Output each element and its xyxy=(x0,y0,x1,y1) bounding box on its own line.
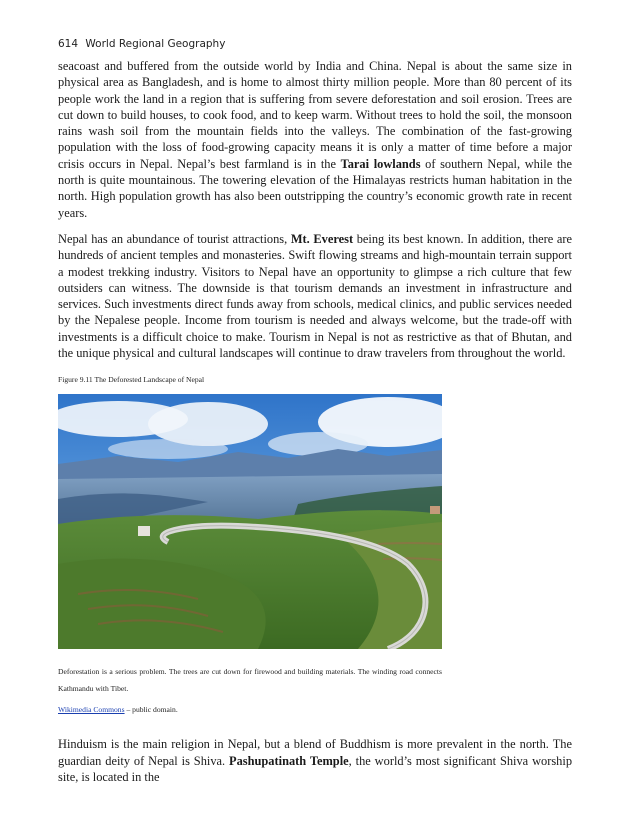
paragraph1-end: of southern Nepal, while the north is quite mountainous. The towering elevation of the Himalayas restricts human habitation in the north. High population growth has also been outstripping the country’s economic growth rate in recent years. xyxy=(58,156,572,220)
page-header xyxy=(58,38,225,50)
figure-credit xyxy=(58,705,572,714)
term-pashupatinath-temple: Pashupatinath Temple xyxy=(229,753,349,768)
paragraph3-end: , the world’s most significant Shiva worship site, is located in the xyxy=(58,753,573,784)
paragraph-nepal-population xyxy=(58,58,572,221)
book-title: World Regional Geography xyxy=(85,38,226,50)
figure-caption: Deforestation is a serious problem. The trees are cut down for firewood and building materials. The winding road connects Kathmandu with Tibet. xyxy=(58,667,442,694)
paragraph-nepal-religion xyxy=(58,736,572,785)
credit-license: – public domain. xyxy=(124,705,178,715)
term-tarai-lowlands: Tarai lowlands xyxy=(340,156,421,171)
term-mt-everest: Mt. Everest xyxy=(290,231,354,246)
paragraph2-end: being its best known. In addition, there are hundreds of ancient temples and monasteries. Swift flowing streams and high-mountain terrain support a modest trekking industry. Visitors to Nepal have an opportunity to glimpse a rich culture that few outsiders can witness. The downside is that tourism demands an investment in infrastructure and services. Such investments direct funds away from schools, medical clinics, and public services needed by the Nepalese people. Income from tourism is needed and always welcome, but the trade-off with investments is a difficult choice to make. Tourism in Nepal is not as restrictive as that of Bhutan, and the unique physical and cultural landscapes will continue to draw travelers from throughout the world. xyxy=(58,231,573,361)
wikimedia-commons-link[interactable]: Wikimedia Commons xyxy=(58,705,125,715)
paragraph1-text: seacoast and buffered from the outside world by India and China. Nepal is about the same size in physical area as Bangladesh, and is home to almost thirty million people. More than 80 percent of its people work the land in a region that is suffering from severe deforestation and soil erosion. Trees are cut down to build houses, to cook food, and to keep warm. Without trees to hold the soil, the monsoon rains wash soil from the mountain fields into the valleys. The combination of the fast-growing population with the loss of food-growing capacity means it is only a matter of time before a major crisis occurs in Nepal. Nepal’s best farmland is in the xyxy=(58,59,572,171)
figure-title: Figure 9.11 The Deforested Landscape of Nepal xyxy=(58,375,205,385)
paragraph3-start: Hinduism is the main religion in Nepal, but a blend of Buddhism is more prevalent in the north. The guardian deity of Nepal is Shiva. xyxy=(58,737,572,768)
landscape-photo xyxy=(58,394,442,649)
paragraph-nepal-tourism xyxy=(58,231,572,361)
page-number: 614 xyxy=(58,38,79,50)
figure-image-deforested-landscape xyxy=(58,394,442,649)
page-content xyxy=(58,58,572,785)
paragraph2-start: Nepal has an abundance of tourist attractions, xyxy=(58,231,291,246)
